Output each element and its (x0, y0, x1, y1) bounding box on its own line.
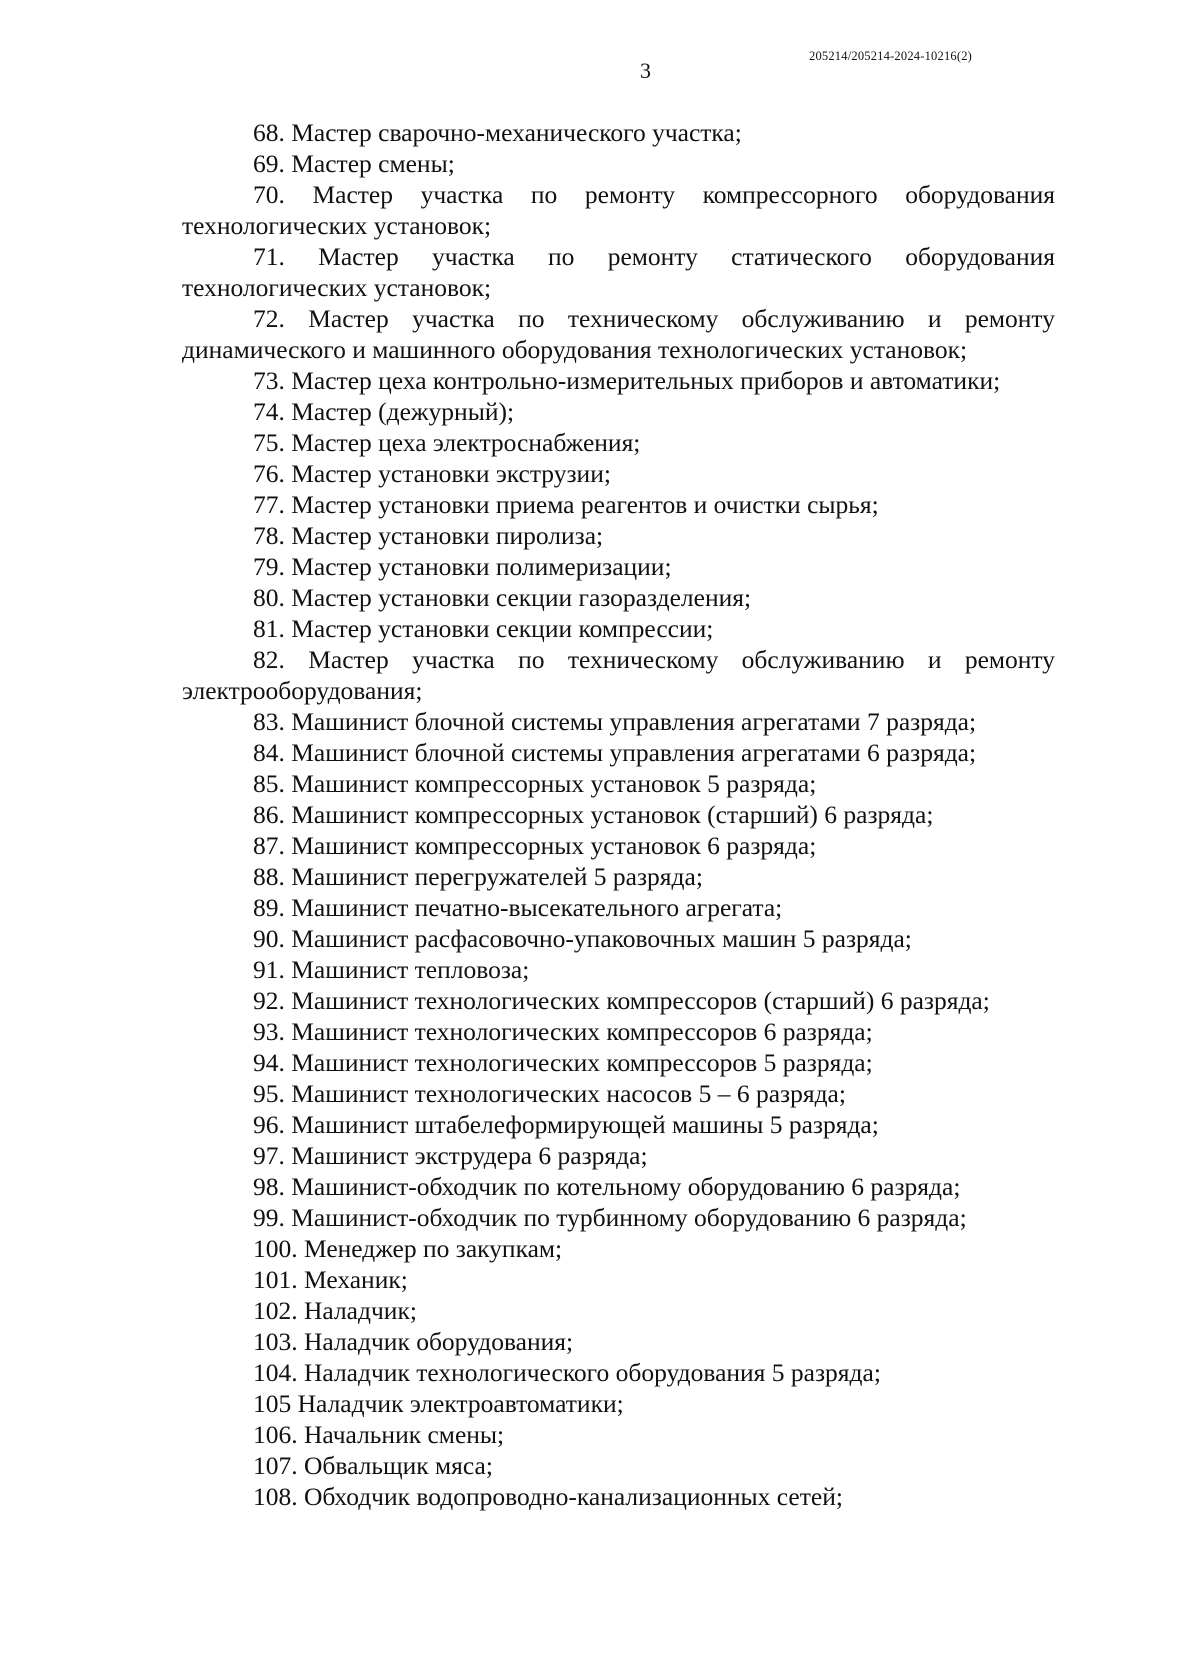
list-item: 77. Мастер установки приема реагентов и очистки сырья; (253, 490, 879, 519)
list-item: 78. Мастер установки пиролиза; (253, 521, 604, 550)
list-item: 89. Машинист печатно-высекательного агрегата; (253, 893, 783, 922)
document-id: 205214/205214-2024-10216(2) (809, 49, 973, 63)
list-item: 99. Машинист-обходчик по турбинному оборудованию 6 разряда; (253, 1203, 967, 1232)
list-item: 69. Мастер смены; (253, 149, 455, 178)
list-item: 108. Обходчик водопроводно-канализационных сетей; (253, 1482, 843, 1511)
list-item-continuation: электрооборудования; (182, 676, 423, 705)
list-item: 98. Машинист-обходчик по котельному оборудованию 6 разряда; (253, 1172, 961, 1201)
list-item (0, 241, 1200, 303)
list-item-continuation: технологических установок; (182, 211, 492, 240)
page-number: 3 (640, 58, 651, 83)
list-item: 95. Машинист технологических насосов 5 – 6 разряда; (253, 1079, 846, 1108)
list-item: 93. Машинист технологических компрессоров 6 разряда; (253, 1017, 873, 1046)
list-item: 102. Наладчик; (253, 1296, 417, 1325)
list-item-line: 72. Мастер участка по техническому обслуживанию и ремонту (253, 304, 1055, 333)
list-item: 88. Машинист перегружателей 5 разряда; (253, 862, 703, 891)
list-item-continuation: динамического и машинного оборудования технологических установок; (182, 335, 968, 364)
list-item: 86. Машинист компрессорных установок (старший) 6 разряда; (253, 800, 934, 829)
list-item: 84. Машинист блочной системы управления агрегатами 6 разряда; (253, 738, 977, 767)
list-item: 94. Машинист технологических компрессоров 5 разряда; (253, 1048, 873, 1077)
list-item: 92. Машинист технологических компрессоров (старший) 6 разряда; (253, 986, 990, 1015)
list-item: 106. Начальник смены; (253, 1420, 505, 1449)
list-item: 75. Мастер цеха электроснабжения; (253, 428, 641, 457)
occupation-list (0, 117, 1200, 1512)
list-item: 91. Машинист тепловоза; (253, 955, 530, 984)
list-item: 100. Менеджер по закупкам; (253, 1234, 563, 1263)
list-item: 76. Мастер установки экструзии; (253, 459, 611, 488)
list-item-continuation: технологических установок; (182, 273, 492, 302)
list-item: 74. Мастер (дежурный); (253, 397, 515, 426)
list-item: 85. Машинист компрессорных установок 5 разряда; (253, 769, 817, 798)
list-item: 90. Машинист расфасовочно-упаковочных машин 5 разряда; (253, 924, 912, 953)
list-item (0, 179, 1200, 241)
list-item: 73. Мастер цеха контрольно-измерительных приборов и автоматики; (253, 366, 1001, 395)
list-item-line: 71. Мастер участка по ремонту статического оборудования (253, 242, 1055, 271)
list-item: 68. Мастер сварочно-механического участка; (253, 118, 742, 147)
list-item-line: 70. Мастер участка по ремонту компрессорного оборудования (253, 180, 1055, 209)
list-item: 101. Механик; (253, 1265, 408, 1294)
list-item: 79. Мастер установки полимеризации; (253, 552, 672, 581)
list-item (0, 303, 1200, 365)
list-item: 83. Машинист блочной системы управления агрегатами 7 разряда; (253, 707, 977, 736)
list-item: 104. Наладчик технологического оборудования 5 разряда; (253, 1358, 881, 1387)
list-item: 105 Наладчик электроавтоматики; (253, 1389, 624, 1418)
list-item: 97. Машинист экструдера 6 разряда; (253, 1141, 648, 1170)
list-item (0, 644, 1200, 706)
list-item: 103. Наладчик оборудования; (253, 1327, 574, 1356)
list-item: 107. Обвальщик мяса; (253, 1451, 493, 1480)
list-item: 96. Машинист штабелеформирующей машины 5 разряда; (253, 1110, 879, 1139)
list-item: 80. Мастер установки секции газоразделения; (253, 583, 752, 612)
list-item: 87. Машинист компрессорных установок 6 разряда; (253, 831, 817, 860)
list-item: 81. Мастер установки секции компрессии; (253, 614, 714, 643)
list-item-line: 82. Мастер участка по техническому обслуживанию и ремонту (253, 645, 1055, 674)
